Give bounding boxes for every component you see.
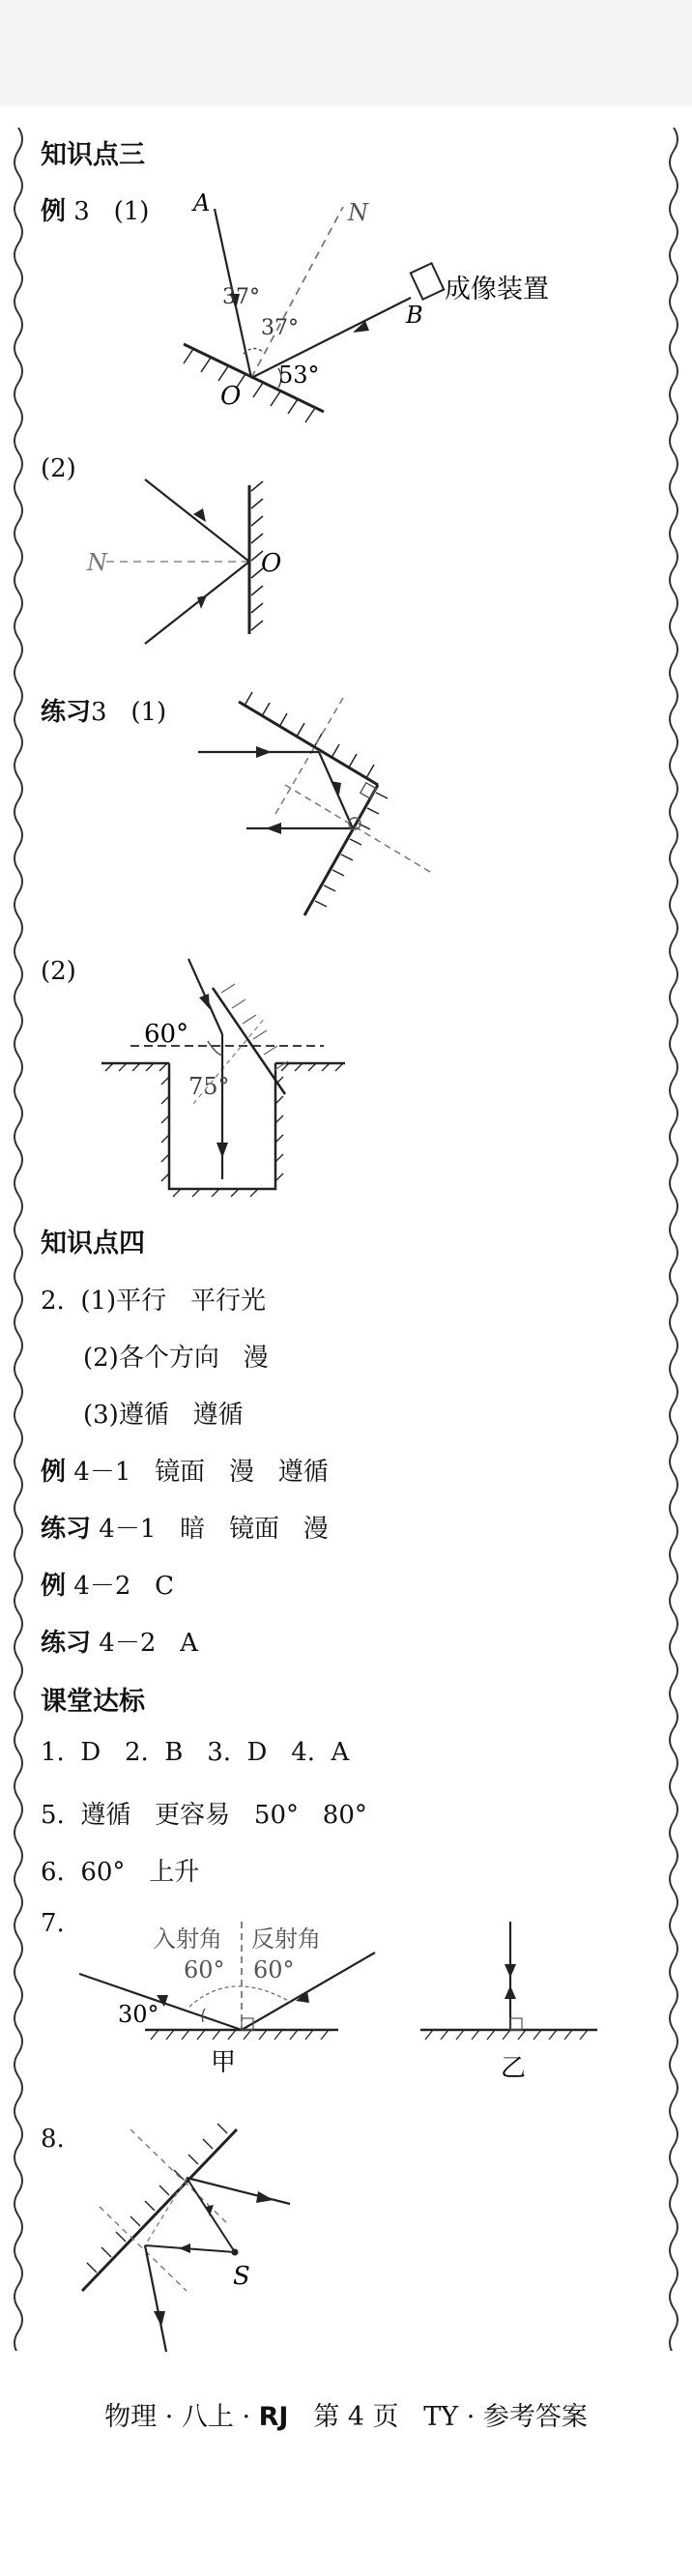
page-footer <box>0 2395 692 2433</box>
section-title-kp4: 知识点四 <box>41 1229 145 1259</box>
figure-question8 <box>72 2122 324 2362</box>
example-number: 3 <box>73 197 90 226</box>
example-label: 例 <box>41 197 67 226</box>
answer-example-4-2 <box>41 1566 174 1602</box>
label-incident-angle: 入射角 <box>153 1925 222 1953</box>
practice-number: 3 <box>91 698 107 727</box>
answer-line-1-4: 1. D 2. B 3. D 4. A <box>41 1738 350 1767</box>
label-angle-75: 75° <box>188 1073 230 1100</box>
label-O: O <box>261 549 282 578</box>
answer-2-1 <box>41 1281 266 1317</box>
answer-text: (1)平行 平行光 <box>80 1287 266 1316</box>
answer-2-3: (3)遵循 遵循 <box>83 1401 244 1430</box>
label-jia: 甲 <box>211 2048 237 2077</box>
label-angle-37a: 37° <box>222 285 260 309</box>
example-3-part2-heading: (2) <box>41 454 76 483</box>
figure-practice3-part2 <box>92 949 362 1204</box>
practice-3-heading <box>41 692 166 728</box>
answer-line-5: 5. 遵循 更容易 50° 80° <box>41 1801 367 1830</box>
label-S: S <box>233 2262 250 2291</box>
practice-3-part2-heading: (2) <box>41 957 76 986</box>
answer-2-2: (2)各个方向 漫 <box>83 1344 269 1373</box>
answer-practice-4-1 <box>41 1509 329 1545</box>
practice-label: 练习 <box>41 1515 92 1544</box>
example-3-heading <box>41 191 149 227</box>
label-angle-37b: 37° <box>261 316 299 340</box>
footer-page: 第 4 页 TY · 参考答案 <box>288 2402 588 2432</box>
label-N: N <box>87 549 107 576</box>
label-angle-53: 53° <box>278 362 320 389</box>
label-30: 30° <box>118 2001 159 2028</box>
answer-text: 4－1 镜面 漫 遵循 <box>73 1458 329 1487</box>
label-O: O <box>220 382 242 411</box>
answer-line-6: 6. 60° 上升 <box>41 1858 200 1887</box>
answer-text: 4－2 C <box>73 1572 175 1601</box>
label-60-right: 60° <box>253 1956 295 1983</box>
footer-edition: RJ <box>258 2402 289 2432</box>
label-A: A <box>193 189 211 217</box>
label-B: B <box>406 302 423 329</box>
example-label: 例 <box>41 1572 67 1601</box>
label-reflection-angle: 反射角 <box>251 1925 321 1953</box>
label-imaging-device: 成像装置 <box>445 275 549 304</box>
page-top-band <box>0 0 692 106</box>
figure-practice3-part1 <box>188 688 440 934</box>
footer-subject: 物理 · 八上 · <box>104 2402 259 2432</box>
answer-text: 4－1 暗 镜面 漫 <box>99 1515 329 1544</box>
answer-text: 4－2 A <box>99 1629 198 1658</box>
figure-example3-part1 <box>164 189 609 435</box>
section-title-class: 课堂达标 <box>41 1687 145 1717</box>
label-yi: 乙 <box>501 2054 527 2083</box>
label-60-left: 60° <box>184 1956 225 1983</box>
question-number: 2. <box>41 1287 65 1316</box>
part-label: (1) <box>113 197 150 226</box>
example-label: 例 <box>41 1458 67 1487</box>
figure-example3-part2 <box>77 450 329 667</box>
right-wavy-border <box>663 128 684 2351</box>
answer-practice-4-2 <box>41 1623 198 1659</box>
left-wavy-border <box>8 128 29 2351</box>
label-N: N <box>348 199 368 226</box>
section-title-kp3: 知识点三 <box>41 140 145 170</box>
answer-example-4-1 <box>41 1452 329 1488</box>
label-angle-60: 60° <box>144 1020 189 1049</box>
practice-label: 练习 <box>41 1629 92 1658</box>
figure-question7 <box>68 1914 628 2111</box>
practice-label: 练习 <box>41 698 92 727</box>
question-8-number: 8. <box>41 2125 65 2154</box>
question-7-number: 7. <box>41 1909 65 1938</box>
part-label: (1) <box>130 698 167 727</box>
